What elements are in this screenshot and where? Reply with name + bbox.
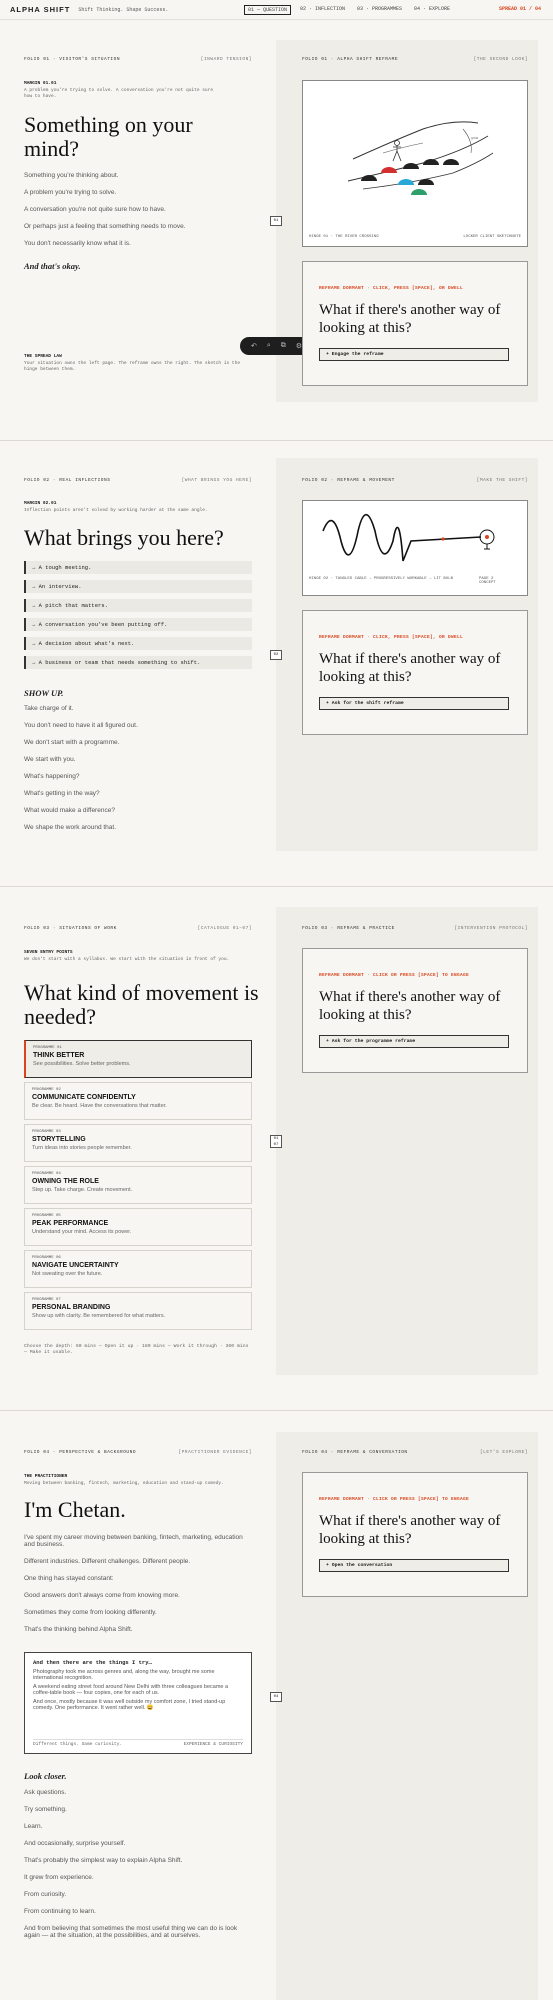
folio-label: FOLIO 02 · REFRAME & MOVEMENT [302,478,395,483]
folio-label: FOLIO 01 · ALPHA SHIFT REFRAME [302,57,399,62]
body-line: Take charge of it. [24,705,74,712]
body-line: And from believing that sometimes the most useful thing we can do is look again — at the situation, at the possibilities, and at ourselves. [24,1925,238,1939]
programme-desc: Show up with clarity. Be remembered for what matters. [32,1313,166,1319]
body-line: And occasionally, surprise yourself. [24,1840,126,1847]
italic-line: SHOW UP. [24,688,64,698]
open-conversation-button[interactable]: + Open the conversation [319,1559,509,1572]
law-title: THE SPREAD LAW [24,354,62,359]
margin-text: Inflection points aren't solved by working harder at the same angle. [24,508,208,513]
hinge-marker-2[interactable]: 02 [270,650,282,660]
figure-credit: PAGE 2 CONCEPT [479,577,496,585]
card-title: And then there are the things I try… [33,1659,152,1666]
body-line: Something you're thinking about. [24,172,119,179]
shift-reframe-button[interactable]: + Ask for the shift reframe [319,697,509,710]
reframe-status: REFRAME DORMANT · CLICK OR PRESS [SPACE] TO ENGAGE [319,973,470,978]
programme-desc: Step up. Take charge. Create movement. [32,1187,133,1193]
programme-title: PEAK PERFORMANCE [32,1220,109,1227]
programme-desc: Turn ideas into stories people remember. [32,1145,132,1151]
programme-card-7[interactable] [24,1292,252,1330]
reframe-status: REFRAME DORMANT · CLICK OR PRESS [SPACE] TO ENGAGE [319,1497,470,1502]
margin-text: A problem you're trying to solve. A conversation you're not quite sure how to have. [24,88,214,99]
folio-tag: [LET'S EXPLORE] [479,1450,528,1455]
programme-reframe-button[interactable]: + Ask for the programme reframe [319,1035,509,1048]
top-bar [0,0,553,20]
layers-icon[interactable]: ⧉ [280,342,286,349]
folio-label: FOLIO 04 · REFRAME & CONVERSATION [302,1450,408,1455]
spread-nav [244,5,453,15]
card-line: A weekend eating street food around New Delhi with three colleagues became a coffee-table book — four copies, one for each of us. [33,1684,229,1696]
reframe-card-4[interactable] [302,1472,528,1597]
body-line: What's getting in the way? [24,790,100,797]
figure-credit: LOCKER CLIENT SKETCHNOTE [463,235,521,239]
closing-lines [24,1789,252,1949]
programme-card-1[interactable] [24,1040,252,1078]
hinge-marker-3[interactable]: 01 07 [270,1135,282,1148]
programme-desc: Be clear. Be heard. Have the conversations that matter. [32,1103,167,1109]
body-line: Ask questions. [24,1789,67,1796]
programme-title: PERSONAL BRANDING [32,1304,111,1311]
experience-card [24,1652,252,1754]
hinge-marker-4[interactable]: 04 [270,1692,282,1702]
folio-tag: [THE SECOND LOOK] [473,57,528,62]
folio-tag: [INTERVENTION PROTOCOL] [454,926,528,931]
programme-desc: Understand your mind. Access its power. [32,1229,132,1235]
body-line: Or perhaps just a feeling that something needs to move. [24,223,186,230]
nav-question[interactable]: 01 — QUESTION [244,5,291,15]
settings-icon[interactable]: ⚙ [295,343,302,350]
programme-desc: See possibilities. Solve better problems. [33,1061,131,1067]
brand-logo[interactable]: ALPHA SHIFT [10,5,71,14]
card-footer: Different things. Same curiosity. [33,1742,123,1747]
folio-tag: [INWARD TENSION] [200,57,252,62]
tangled-cable-illustration [303,501,527,579]
tangled-cable-sketch [302,500,528,596]
engage-reframe-button[interactable]: + Engage the reframe [319,348,509,361]
body-line: One thing has stayed constant: [24,1575,114,1582]
folio-label: FOLIO 03 · SITUATIONS OF WORK [24,926,117,931]
folio-left-1 [24,57,252,62]
programme-card-2[interactable] [24,1082,252,1120]
programme-number: PROGRAMME 03 [32,1130,61,1134]
approach-lines [24,705,252,841]
programme-number: PROGRAMME 01 [33,1046,62,1050]
page-title: What kind of movement is needed? [24,980,259,1029]
programme-card-3[interactable] [24,1124,252,1162]
folio-right-4 [302,1450,528,1455]
situation-item[interactable]: → A conversation you've been putting off. [24,618,252,631]
body-line: I've spent my career moving between banking, fintech, marketing, education and business. [24,1534,243,1548]
body-line: From continuing to learn. [24,1908,96,1915]
reframe-status: REFRAME DORMANT · CLICK, PRESS [SPACE], OR DWELL [319,635,464,640]
programme-title: NAVIGATE UNCERTAINTY [32,1262,119,1269]
margin-title: MARGIN 02.01 [24,501,57,506]
undo-icon[interactable]: ↶ [250,343,257,350]
body-line: It grew from experience. [24,1874,94,1881]
body-line: You don't necessarily know what it is. [24,240,131,247]
section-divider [0,886,553,887]
card-line: And once, mostly because it was well outside my comfort zone, I tried stand-up comedy. One performance. It went rather well. 😄 [33,1699,226,1711]
margin-text: We don't start with a syllabus. We start with the situation in front of you. [24,957,230,962]
law-text: Your situation owns the left page. The reframe owns the right. The sketch is the hinge between them. [24,361,241,372]
italic-line: And that's okay. [24,261,81,271]
situation-item[interactable]: → An interview. [24,580,252,593]
page-title: Something on your mind? [24,112,193,161]
body-line: That's probably the simplest way to explain Alpha Shift. [24,1857,183,1864]
bio-lines [24,1534,252,1643]
body-line: We don't start with a programme. [24,739,120,746]
programme-card-4[interactable] [24,1166,252,1204]
situation-item[interactable]: → A pitch that matters. [24,599,252,612]
programme-number: PROGRAMME 05 [32,1214,61,1218]
card-line: Photography took me across genres and, along the way, brought me some international recognition. [33,1669,215,1681]
body-line: What would make a difference? [24,807,115,814]
depth-options: Choose the depth: 60 mins — Open it up · 180 mins — Work it through · 360 mins — Make it usable. [24,1344,249,1355]
nav-inflection[interactable]: 02 · INFLECTION [300,6,346,12]
spread-counter: SPREAD 01 / 04 [498,6,541,12]
svg-text:you: you [471,137,479,141]
page-title: What brings you here? [24,525,224,550]
reframe-question: What if there's another way of looking at this? [319,651,501,685]
margin-note-4 [24,1474,252,1487]
programme-number: PROGRAMME 07 [32,1298,61,1302]
reframe-card-1[interactable] [302,261,528,386]
margin-note-1 [24,81,252,100]
margin-text: Moving between banking, fintech, marketing, education and stand-up comedy. [24,1481,224,1486]
folio-tag: [PRACTITIONER EVIDENCE] [178,1450,252,1455]
figure-caption: HINGE 01 · THE RIVER CROSSING [309,235,379,239]
body-line: You don't need to have it all figured out. [24,722,138,729]
situation-item[interactable]: → A decision about what's next. [24,637,252,650]
search-icon[interactable]: ⌕ [266,342,271,349]
body-line: From curiosity. [24,1891,67,1898]
programme-title: THINK BETTER [33,1052,85,1059]
body-line: A conversation you're not quite sure how to have. [24,206,166,213]
card-tag: EXPERIENCE & CURIOSITY [183,1742,243,1747]
folio-left-2 [24,478,252,483]
nav-programmes[interactable]: 03 · PROGRAMMES [357,6,403,12]
programme-desc: Not sweating over the future. [32,1271,103,1277]
section-divider [0,440,553,441]
margin-title: THE PRACTITIONER [24,1474,68,1479]
reframe-card-3[interactable] [302,948,528,1073]
body-line: A problem you're trying to solve. [24,189,117,196]
margin-title: SEVEN ENTRY POINTS [24,950,73,955]
reframe-question: What if there's another way of looking at this? [319,302,501,336]
programme-title: STORYTELLING [32,1136,86,1143]
spread-law [24,354,252,373]
nav-explore[interactable]: 04 · EXPLORE [414,6,451,12]
folio-label: FOLIO 03 · REFRAME & PRACTICE [302,926,395,931]
body-line: Try something. [24,1806,67,1813]
programme-title: OWNING THE ROLE [32,1178,99,1185]
body-line: That's the thinking behind Alpha Shift. [24,1626,133,1633]
folio-tag: [CATALOGUE 01–07] [197,926,252,931]
programme-number: PROGRAMME 02 [32,1088,61,1092]
margin-note-2 [24,501,252,514]
folio-left-3 [24,926,252,931]
folio-label: FOLIO 02 · REAL INFLECTIONS [24,478,111,483]
folio-tag: [MAKE THE SHIFT] [476,478,528,483]
section-divider [0,1410,553,1411]
body-line: Good answers don't always come from knowing more. [24,1592,180,1599]
folio-label: FOLIO 01 · VISITOR'S SITUATION [24,57,121,62]
body-line: Different industries. Different challenges. Different people. [24,1558,191,1565]
figure-caption: HINGE 02 · TANGLED CABLE → PROGRESSIVELY WORKABLE → LIT BULB [309,577,454,581]
programme-title: COMMUNICATE CONFIDENTLY [32,1094,136,1101]
river-crossing-illustration [303,81,527,231]
body-line: What's happening? [24,773,80,780]
reframe-card-2[interactable] [302,610,528,735]
reframe-question: What if there's another way of looking at this? [319,989,501,1023]
programme-card-5[interactable] [24,1208,252,1246]
tagline: Shift Thinking. Shape Success. [78,6,169,13]
folio-left-4 [24,1450,252,1455]
body-line: Learn. [24,1823,43,1830]
situation-item[interactable]: → A tough meeting. [24,561,252,574]
programme-card-6[interactable] [24,1250,252,1288]
folio-right-1 [302,57,528,62]
margin-note-3 [24,950,252,963]
programme-number: PROGRAMME 06 [32,1256,61,1260]
hinge-marker-1[interactable]: 01 [270,216,282,226]
folio-tag: [WHAT BRINGS YOU HERE] [181,478,252,483]
reframe-status: REFRAME DORMANT · CLICK, PRESS [SPACE], OR DWELL [319,286,464,291]
programme-number: PROGRAMME 04 [32,1172,61,1176]
body-line: We shape the work around that. [24,824,117,831]
river-crossing-sketch [302,80,528,247]
situation-lines [24,172,252,257]
margin-title: MARGIN 01.01 [24,81,57,86]
body-line: Sometimes they come from looking differently. [24,1609,157,1616]
situation-item[interactable]: → A business or team that needs something to shift. [24,656,252,669]
folio-right-2 [302,478,528,483]
reframe-question: What if there's another way of looking at this? [319,1513,501,1547]
page-title: I'm Chetan. [24,1497,126,1522]
italic-line: Look closer. [24,1771,67,1781]
folio-label: FOLIO 04 · PERSPECTIVE & BACKGROUND [24,1450,137,1455]
folio-right-3 [302,926,528,931]
body-line: We start with you. [24,756,76,763]
